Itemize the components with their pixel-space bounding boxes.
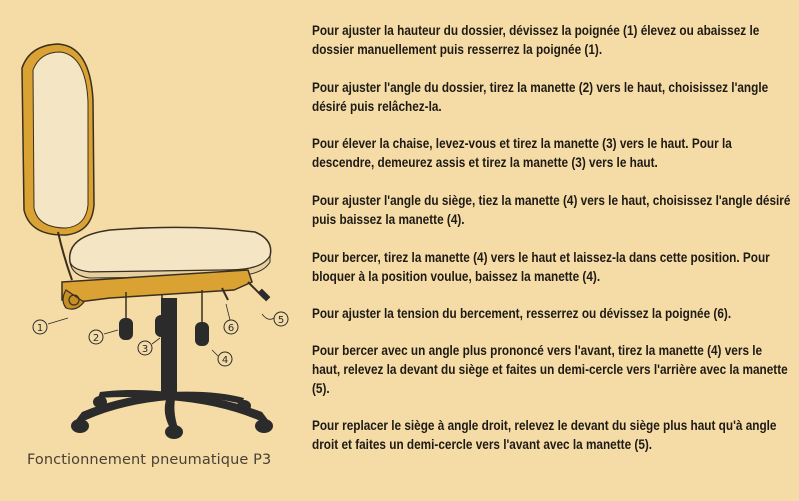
callout-6: [224, 304, 238, 334]
chair-illustration: [0, 0, 300, 501]
instruction-6: Pour ajuster la tension du bercement, resserrez ou dévissez la poignée (6).: [312, 306, 732, 321]
chair-base: [71, 390, 273, 439]
instruction-1: Pour ajuster la hauteur du dossier, dévissez la poignée (1) élevez ou abaissez le dossier manuellement puis resserrez la poignée (1).: [312, 23, 760, 57]
instruction-7: Pour bercer avec un angle plus prononcé vers l'avant, tirez la manette (4) vers le haut, relevez la devant du siège et faites un demi-cercle vers l'arrière avec la manette (5).: [312, 343, 788, 396]
instruction-4: Pour ajuster l'angle du siège, tiez la manette (4) vers le haut, choisissez l'angle désiré puis baissez la manette (4).: [312, 193, 791, 227]
callout-3-label: 3: [141, 344, 149, 355]
callout-6-label: 6: [227, 323, 235, 334]
callout-1: [33, 318, 68, 334]
instruction-3: Pour élever la chaise, levez-vous et tirez la manette (3) vers le haut. Pour la descendre, demeurez assis et tirez la manette (3) vers le haut.: [312, 136, 732, 170]
backrest: [22, 44, 94, 235]
callout-4-label: 4: [221, 355, 229, 366]
callout-3: [138, 338, 160, 355]
callout-2: [89, 330, 118, 344]
callout-1-label: 1: [36, 323, 44, 334]
illustration-caption: Fonctionnement pneumatique P3: [27, 452, 272, 468]
gas-column: [161, 298, 177, 398]
instruction-5: Pour bercer, tirez la manette (4) vers le haut et laissez-la dans cette position. Pour bloquer à la position voulue, baissez la manette (4).: [312, 250, 770, 284]
callout-5-label: 5: [277, 315, 285, 326]
callout-4: [212, 350, 232, 366]
instruction-8: Pour replacer le siège à angle droit, relevez le devant du siège plus haut qu'à angle droit et faites un demi-cercle vers l'avant avec la manette (5).: [312, 418, 777, 452]
callout-2-label: 2: [92, 333, 100, 344]
instruction-2: Pour ajuster l'angle du dossier, tirez la manette (2) vers le haut, choisissez l'angle désiré puis relâchez-la.: [312, 80, 769, 114]
callout-5: [262, 312, 288, 326]
